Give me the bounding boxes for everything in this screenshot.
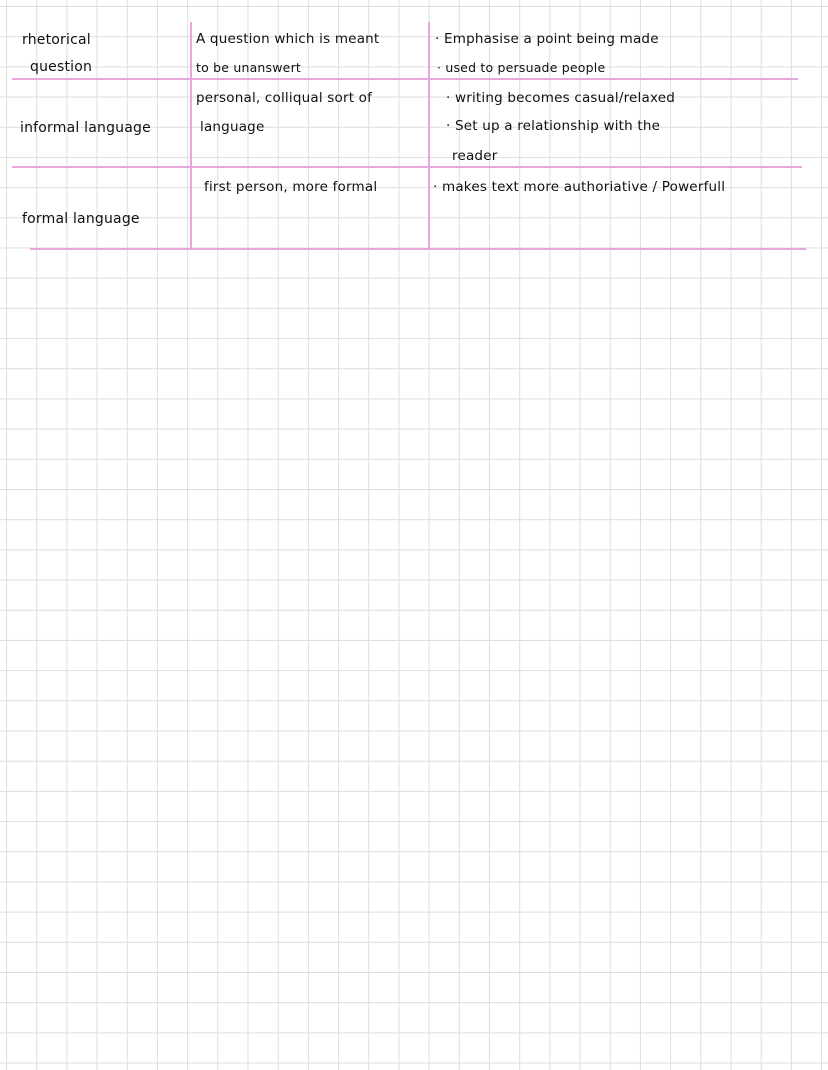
definition-informal-language-line-1: personal, colliqual sort of — [196, 90, 373, 106]
row-divider-2 — [12, 166, 802, 168]
definition-informal-language-line-2: language — [200, 119, 265, 135]
definition-rhetorical-question-line-2: to be unanswert — [196, 60, 302, 75]
row-divider-3 — [30, 248, 806, 250]
effect-informal-language-line-2: · Set up a relationship with the — [446, 118, 661, 134]
row-divider-1 — [12, 78, 798, 80]
effect-informal-language-line-1: · writing becomes casual/relaxed — [446, 90, 676, 106]
column-divider-2 — [428, 22, 430, 248]
definition-formal-language: first person, more formal — [204, 179, 378, 195]
effect-informal-language-line-3: reader — [452, 148, 498, 164]
effect-rhetorical-question-line-1: · Emphasise a point being made — [435, 31, 659, 47]
term-informal-language: informal language — [20, 120, 151, 136]
term-formal-language: formal language — [22, 211, 140, 227]
term-rhetorical-question-line-2: question — [30, 59, 93, 75]
effect-formal-language: · makes text more authoriative / Powerfull — [433, 179, 726, 195]
effect-rhetorical-question-line-2: · used to persuade people — [437, 60, 606, 75]
term-rhetorical-question-line-1: rhetorical — [22, 32, 91, 48]
definition-rhetorical-question-line-1: A question which is meant — [196, 31, 380, 47]
column-divider-1 — [190, 22, 192, 248]
